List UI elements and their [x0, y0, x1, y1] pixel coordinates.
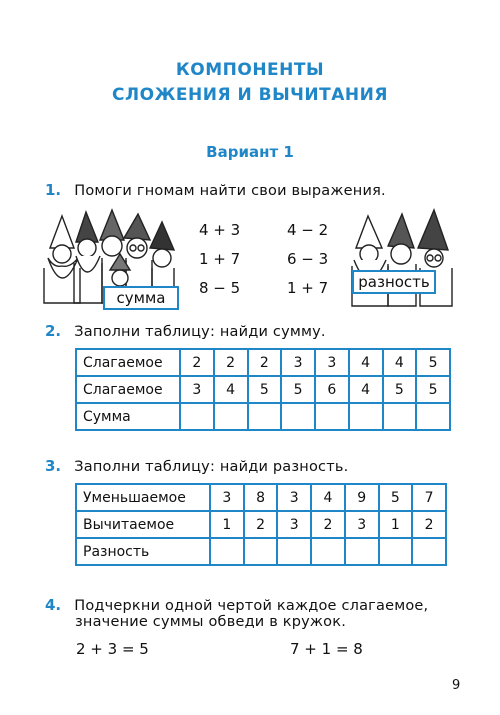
table-cell: 2 — [244, 511, 278, 538]
task1-number: 1. — [45, 181, 62, 199]
expression-item: 4 − 2 — [287, 221, 329, 239]
table-row — [76, 349, 450, 376]
expression-item: 1 + 7 — [199, 250, 241, 268]
expressions-column-2 — [287, 216, 337, 303]
task2-number: 2. — [45, 322, 62, 340]
sum-table — [75, 348, 451, 431]
table-cell: 4 — [311, 484, 345, 511]
task4-text-line1: Подчеркни одной чертой каждое слагаемое, — [74, 598, 429, 614]
equation-2: 7 + 1 = 8 — [290, 640, 363, 658]
table-cell: 4 — [349, 376, 383, 403]
answer-cell[interactable] — [416, 403, 450, 430]
table-cell: 3 — [180, 376, 214, 403]
table-cell: 7 — [412, 484, 446, 511]
task1-text: Помоги гномам найти свои выражения. — [74, 183, 386, 199]
expression-item: 6 − 3 — [287, 250, 329, 268]
task4-heading — [45, 595, 428, 614]
answer-cell[interactable] — [281, 403, 315, 430]
table-cell: 5 — [248, 376, 282, 403]
expressions-column-1 — [199, 216, 249, 303]
row-label: Слагаемое — [76, 376, 180, 403]
answer-cell[interactable] — [345, 538, 379, 565]
table-cell: 2 — [180, 349, 214, 376]
table-cell: 2 — [214, 349, 248, 376]
task2-heading — [45, 321, 326, 340]
page-title-line1: КОМПОНЕНТЫ — [175, 60, 325, 80]
task3-number: 3. — [45, 457, 62, 475]
answer-cell[interactable] — [244, 538, 278, 565]
answer-cell[interactable] — [180, 403, 214, 430]
answer-cell[interactable] — [277, 538, 311, 565]
table-cell: 3 — [315, 349, 349, 376]
page-number: 9 — [452, 678, 461, 693]
table-row — [76, 484, 446, 511]
answer-cell[interactable] — [315, 403, 349, 430]
expression-item: 4 + 3 — [199, 221, 241, 239]
expression-item: 8 − 5 — [199, 279, 241, 297]
table-cell: 3 — [277, 511, 311, 538]
task4-text-line2: значение суммы обведи в кружок. — [75, 614, 347, 630]
answer-cell[interactable] — [383, 403, 417, 430]
table-cell: 5 — [416, 376, 450, 403]
table-cell: 8 — [244, 484, 278, 511]
variant-heading: Вариант 1 — [206, 143, 294, 161]
row-label: Слагаемое — [76, 349, 180, 376]
table-cell: 5 — [383, 376, 417, 403]
expression-item: 1 + 7 — [287, 279, 329, 297]
table-cell: 5 — [281, 376, 315, 403]
table-cell: 3 — [281, 349, 315, 376]
table-row — [76, 538, 446, 565]
row-label: Сумма — [76, 403, 180, 430]
table-cell: 2 — [412, 511, 446, 538]
table-cell: 4 — [349, 349, 383, 376]
table-cell: 1 — [379, 511, 413, 538]
table-cell: 5 — [379, 484, 413, 511]
gnomes-right-illustration — [348, 206, 463, 311]
task4-number: 4. — [45, 596, 62, 614]
sum-label-box: сумма — [103, 286, 179, 310]
task3-text: Заполни таблицу: найди разность. — [74, 459, 349, 475]
table-cell: 2 — [311, 511, 345, 538]
row-label: Разность — [76, 538, 210, 565]
table-row — [76, 403, 450, 430]
table-row — [76, 511, 446, 538]
table-cell: 5 — [416, 349, 450, 376]
answer-cell[interactable] — [379, 538, 413, 565]
task2-text: Заполни таблицу: найди сумму. — [74, 324, 326, 340]
table-cell: 1 — [210, 511, 244, 538]
answer-cell[interactable] — [210, 538, 244, 565]
table-cell: 4 — [383, 349, 417, 376]
answer-cell[interactable] — [349, 403, 383, 430]
table-cell: 4 — [214, 376, 248, 403]
difference-label-box: разность — [352, 270, 436, 294]
answer-cell[interactable] — [412, 538, 446, 565]
answer-cell[interactable] — [311, 538, 345, 565]
difference-table — [75, 483, 447, 566]
row-label: Уменьшаемое — [76, 484, 210, 511]
answer-cell[interactable] — [214, 403, 248, 430]
table-cell: 9 — [345, 484, 379, 511]
task3-heading — [45, 456, 348, 475]
table-row — [76, 376, 450, 403]
table-cell: 3 — [277, 484, 311, 511]
table-cell: 3 — [345, 511, 379, 538]
row-label: Вычитаемое — [76, 511, 210, 538]
equation-1: 2 + 3 = 5 — [76, 640, 149, 658]
table-cell: 6 — [315, 376, 349, 403]
table-cell: 3 — [210, 484, 244, 511]
task1-heading — [45, 180, 386, 199]
answer-cell[interactable] — [248, 403, 282, 430]
table-cell: 2 — [248, 349, 282, 376]
page-title-line2: СЛОЖЕНИЯ И ВЫЧИТАНИЯ — [112, 85, 388, 105]
